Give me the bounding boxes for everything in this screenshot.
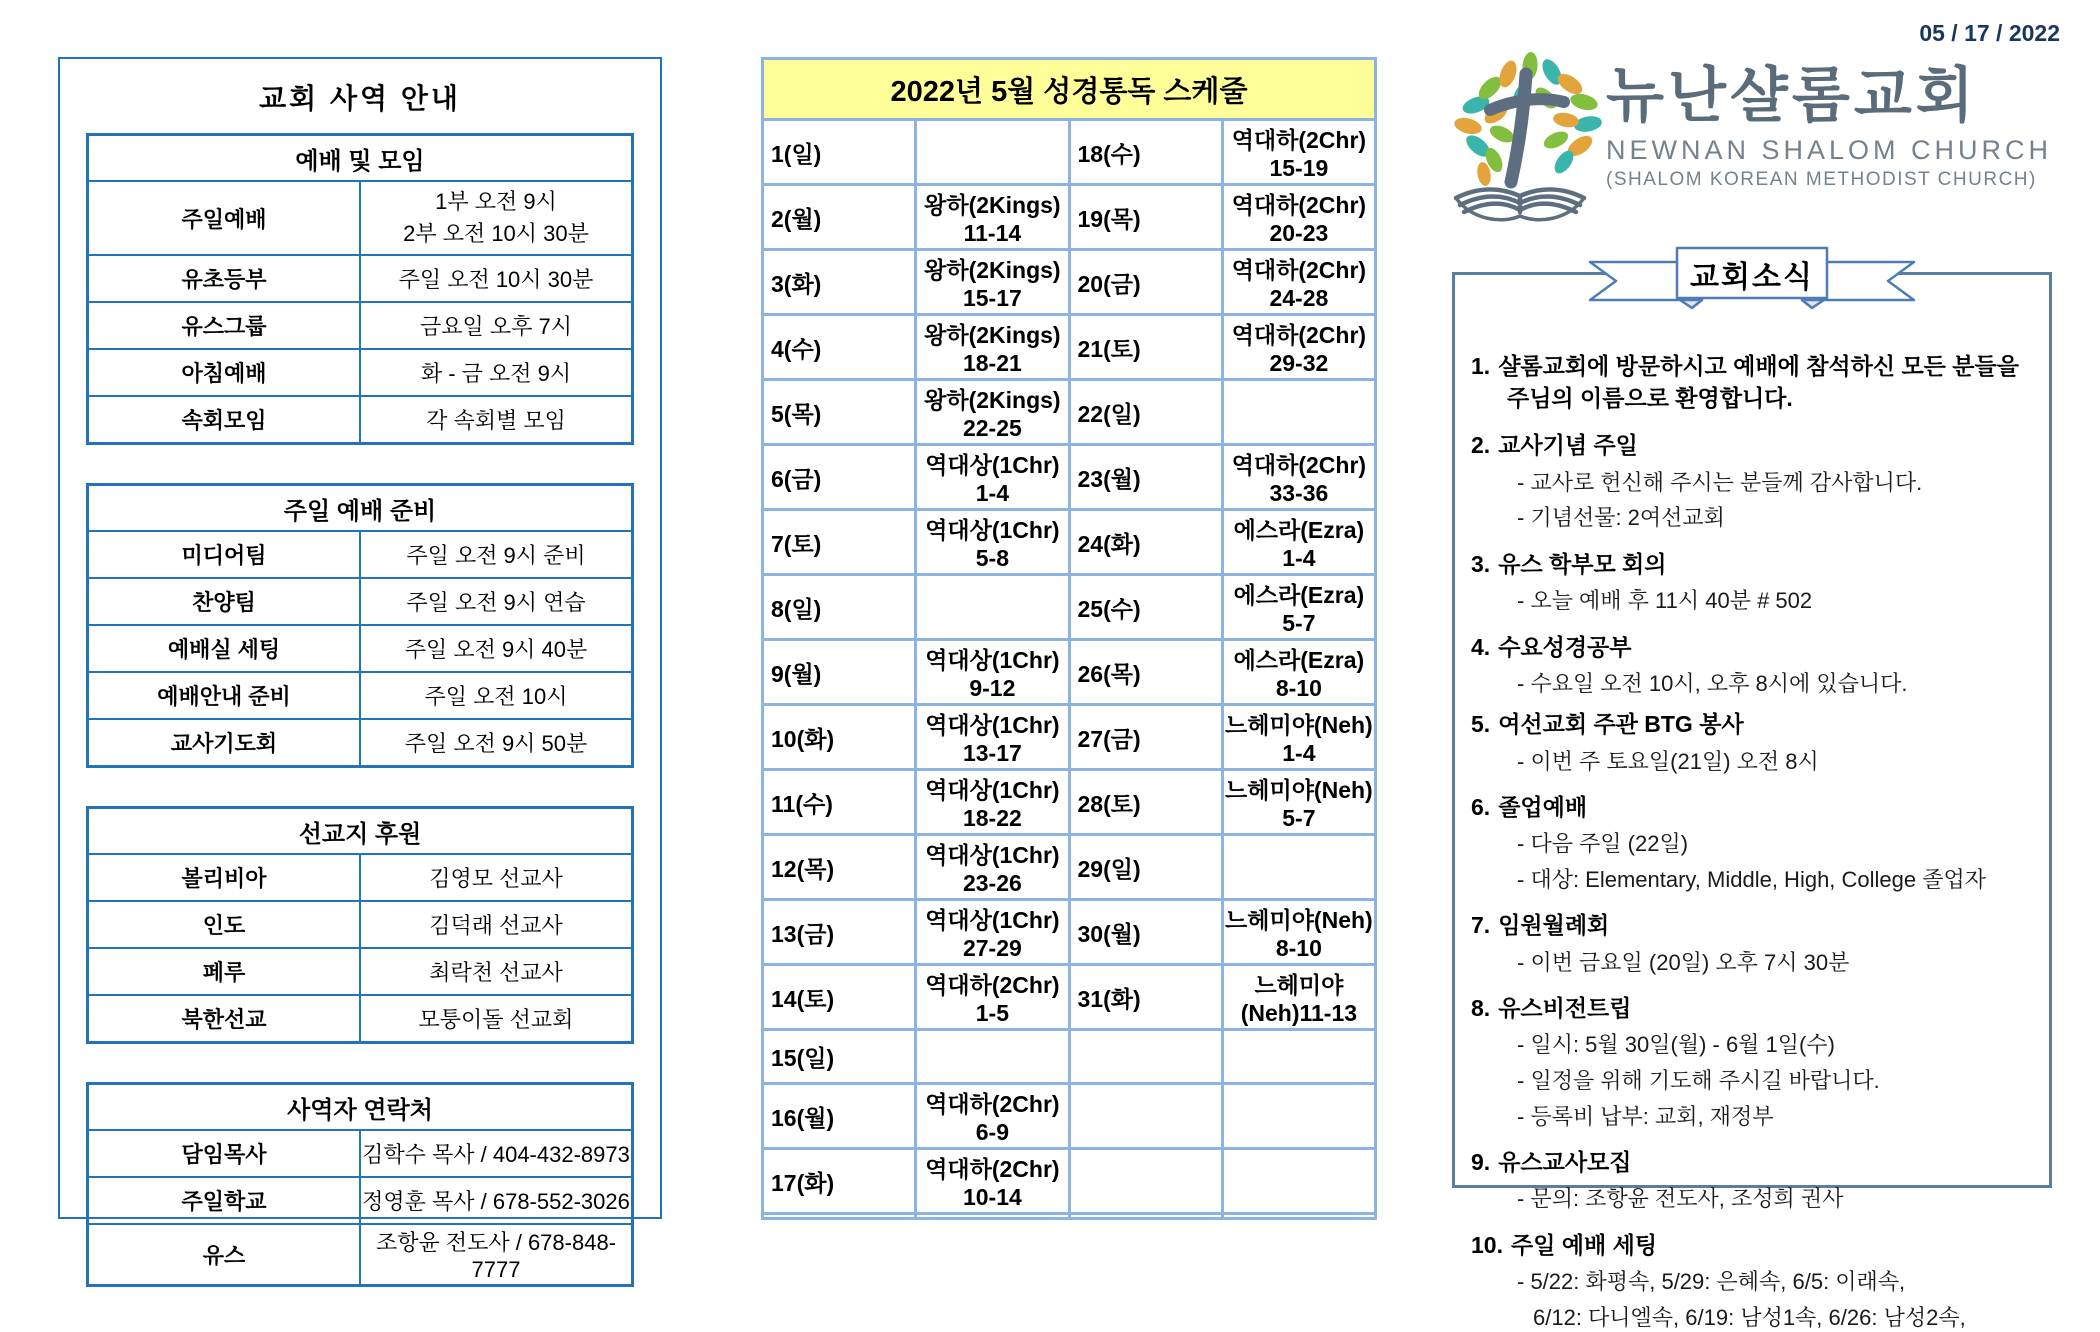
staff-contact-table <box>86 1082 634 1287</box>
bulletin-date: 05 / 17 / 2022 <box>1919 20 2060 46</box>
table-row <box>88 531 633 578</box>
calendar-row <box>763 575 1376 640</box>
news-item-number: 10. <box>1471 1232 1503 1258</box>
calendar-passage-cell: 느헤미야(Neh) 1-4 <box>1222 705 1375 770</box>
calendar-passage-cell: 역대상(1Chr) 18-22 <box>916 770 1069 835</box>
news-item-detail: - 이번 주 토요일(21일) 오전 8시 <box>1517 748 1819 774</box>
news-item-detail: 6/12: 다니엘속, 6/19: 남성1속, 6/26: 남성2속, <box>1533 1304 1966 1330</box>
calendar-passage-cell: 에스라(Ezra) 5-7 <box>1222 575 1375 640</box>
calendar-day-cell: 9(월) <box>763 640 916 705</box>
news-item-detail: - 대상: Elementary, Middle, High, College 졸업자 <box>1517 866 1987 892</box>
calendar-row <box>763 120 1376 185</box>
mission-support-table <box>86 806 634 1044</box>
row-label: 예배실 세팅 <box>88 625 361 672</box>
news-item-title: 유스 학부모 회의 <box>1498 550 1667 577</box>
calendar-passage-cell: 역대하(2Chr) 10-14 <box>916 1149 1069 1214</box>
table-header: 예배 및 모임 <box>88 135 633 182</box>
calendar-day-cell: 25(수) <box>1069 575 1222 640</box>
calendar-row <box>763 900 1376 965</box>
bible-reading-table <box>761 57 1377 1220</box>
row-value: 각 속회별 모임 <box>360 396 633 444</box>
news-item-title: 수요성경공부 <box>1498 633 1632 660</box>
news-item-title: 임원월례회 <box>1498 912 1610 939</box>
calendar-day-cell: 20(금) <box>1069 250 1222 315</box>
row-value: 최락천 선교사 <box>360 948 633 995</box>
news-item-detail: - 기념선물: 2여선교회 <box>1517 505 1725 531</box>
calendar-day-cell: 12(목) <box>763 835 916 900</box>
calendar-passage-cell: 왕하(2Kings) 22-25 <box>916 380 1069 445</box>
row-value-line: 2부 오전 10시 30분 <box>403 221 589 246</box>
calendar-day-cell <box>1069 1084 1222 1149</box>
news-item <box>1471 1146 2031 1178</box>
calendar-passage-cell <box>916 1030 1069 1084</box>
news-item-number: 3. <box>1471 550 1491 577</box>
calendar-day-cell: 7(토) <box>763 510 916 575</box>
calendar-passage-cell: 역대상(1Chr) 9-12 <box>916 640 1069 705</box>
calendar-passage-cell: 역대하(2Chr) 33-36 <box>1222 445 1375 510</box>
calendar-day-cell <box>763 1214 916 1219</box>
calendar-day-cell: 22(일) <box>1069 380 1222 445</box>
row-value: 금요일 오후 7시 <box>360 302 633 349</box>
calendar-day-cell: 23(월) <box>1069 445 1222 510</box>
row-label: 아침예배 <box>88 349 361 396</box>
table-row <box>88 1224 633 1286</box>
calendar-passage-cell: 왕하(2Kings) 18-21 <box>916 315 1069 380</box>
calendar-row <box>763 705 1376 770</box>
logo-open-book <box>1456 189 1584 219</box>
calendar-passage-cell <box>1222 1084 1375 1149</box>
table-row <box>88 578 633 625</box>
news-item-detail: - 수요일 오전 10시, 오후 8시에 있습니다. <box>1517 670 1908 696</box>
calendar-passage-cell: 느헤미야(Neh) 5-7 <box>1222 770 1375 835</box>
calendar-passage-cell: 역대상(1Chr) 13-17 <box>916 705 1069 770</box>
calendar-passage-cell: 에스라(Ezra) 1-4 <box>1222 510 1375 575</box>
row-label: 인도 <box>88 901 361 948</box>
calendar-day-cell: 28(토) <box>1069 770 1222 835</box>
calendar-day-cell <box>1069 1214 1222 1219</box>
calendar-day-cell: 19(목) <box>1069 185 1222 250</box>
news-item-number: 9. <box>1471 1149 1491 1176</box>
calendar-row <box>763 640 1376 705</box>
row-value: 주일 오전 9시 준비 <box>360 531 633 578</box>
news-item-number: 1. <box>1471 353 1491 379</box>
calendar-day-cell: 1(일) <box>763 120 916 185</box>
news-item-detail: - 다음 주일 (22일) <box>1517 831 1689 857</box>
calendar-day-cell: 5(목) <box>763 380 916 445</box>
news-item-title: 여선교회 주관 BTG 봉사 <box>1498 711 1744 738</box>
news-item-detail: - 교사로 헌신해 주시는 분들께 감사합니다. <box>1517 469 1923 495</box>
church-korean-name: 뉴난샬롬교회 <box>1606 62 1978 129</box>
table-row <box>88 948 633 995</box>
calendar-day-cell: 21(토) <box>1069 315 1222 380</box>
church-news-ribbon <box>1582 236 1922 312</box>
row-label: 속회모임 <box>88 396 361 444</box>
news-item <box>1471 1229 2031 1261</box>
news-item <box>1471 909 2031 941</box>
table-row <box>88 672 633 719</box>
calendar-passage-cell: 역대하(2Chr) 29-32 <box>1222 315 1375 380</box>
row-value: 김영모 선교사 <box>360 854 633 901</box>
news-item <box>1471 631 2031 663</box>
calendar-passage-cell: 역대하(2Chr) 15-19 <box>1222 120 1375 185</box>
news-item-detail: - 일시: 5월 30일(월) - 6월 1일(수) <box>1517 1032 1835 1058</box>
worship-meeting-table <box>86 133 634 445</box>
row-label: 예배안내 준비 <box>88 672 361 719</box>
row-value <box>360 181 633 255</box>
calendar-day-cell: 8(일) <box>763 575 916 640</box>
calendar-title-row <box>763 59 1376 120</box>
table-row <box>88 255 633 302</box>
table-row <box>88 181 633 255</box>
calendar-passage-cell <box>916 575 1069 640</box>
news-item <box>1471 429 2031 461</box>
church-english-name: NEWNAN SHALOM CHURCH <box>1606 135 2053 165</box>
row-label: 찬양팀 <box>88 578 361 625</box>
news-item <box>1471 708 2031 740</box>
row-label: 주일예배 <box>88 181 361 255</box>
church-logo-icon <box>1438 50 1606 232</box>
row-label: 교사기도회 <box>88 719 361 767</box>
calendar-passage-cell <box>916 1214 1069 1219</box>
calendar-day-cell: 24(화) <box>1069 510 1222 575</box>
row-label: 북한선교 <box>88 995 361 1043</box>
table-header-row <box>88 135 633 182</box>
calendar-row <box>763 185 1376 250</box>
row-value: 주일 오전 10시 <box>360 672 633 719</box>
calendar-day-cell: 14(토) <box>763 965 916 1030</box>
church-news-panel <box>1452 272 2052 1330</box>
calendar-passage-cell: 역대상(1Chr) 27-29 <box>916 900 1069 965</box>
calendar-row <box>763 315 1376 380</box>
calendar-row <box>763 770 1376 835</box>
calendar-passage-cell: 느헤미야(Neh)11-13 <box>1222 965 1375 1030</box>
row-value: 김학수 목사 / 404-432-8973 <box>360 1130 633 1177</box>
news-item <box>1471 350 2031 414</box>
calendar-passage-cell <box>916 120 1069 185</box>
calendar-day-cell: 2(월) <box>763 185 916 250</box>
row-label: 미디어팀 <box>88 531 361 578</box>
news-item <box>1471 791 2031 823</box>
calendar-day-cell: 27(금) <box>1069 705 1222 770</box>
news-item-detail: - 일정을 위해 기도해 주시길 바랍니다. <box>1517 1068 1880 1094</box>
calendar-passage-cell <box>1222 835 1375 900</box>
row-label: 볼리비아 <box>88 854 361 901</box>
calendar-row <box>763 510 1376 575</box>
table-row <box>88 302 633 349</box>
news-item-title: 유스교사모집 <box>1498 1149 1632 1176</box>
table-header: 사역자 연락처 <box>88 1084 633 1131</box>
row-label: 유초등부 <box>88 255 361 302</box>
row-label: 페루 <box>88 948 361 995</box>
calendar-row <box>763 1030 1376 1084</box>
calendar-passage-cell <box>1222 380 1375 445</box>
news-item-number: 8. <box>1471 995 1491 1022</box>
table-header-row <box>88 485 633 532</box>
row-label: 주일학교 <box>88 1177 361 1224</box>
calendar-passage-cell: 역대하(2Chr) 6-9 <box>916 1084 1069 1149</box>
row-value: 정영훈 목사 / 678-552-3026 <box>360 1177 633 1224</box>
calendar-passage-cell: 역대하(2Chr) 20-23 <box>1222 185 1375 250</box>
calendar-day-cell: 30(월) <box>1069 900 1222 965</box>
calendar-day-cell <box>1069 1030 1222 1084</box>
news-item-title: 샬롬교회에 방문하시고 예배에 참석하신 모든 분들을 주님의 이름으로 환영합니다. <box>1498 353 2019 412</box>
calendar-passage-cell: 왕하(2Kings) 15-17 <box>916 250 1069 315</box>
ministry-info-panel <box>58 57 662 1282</box>
calendar-passage-cell: 에스라(Ezra) 8-10 <box>1222 640 1375 705</box>
table-header: 선교지 후원 <box>88 808 633 855</box>
news-item <box>1471 992 2031 1024</box>
news-item <box>1471 548 2031 580</box>
news-item-number: 7. <box>1471 912 1491 939</box>
news-item-title: 주일 예배 세팅 <box>1510 1232 1658 1258</box>
calendar-day-cell: 4(수) <box>763 315 916 380</box>
row-value: 모퉁이돌 선교회 <box>360 995 633 1043</box>
calendar-passage-cell <box>1222 1149 1375 1214</box>
table-row <box>88 901 633 948</box>
calendar-day-cell <box>1069 1149 1222 1214</box>
row-label: 유스 <box>88 1224 361 1286</box>
calendar-row <box>763 835 1376 900</box>
row-value: 주일 오전 9시 50분 <box>360 719 633 767</box>
calendar-row <box>763 445 1376 510</box>
row-label: 유스그룹 <box>88 302 361 349</box>
calendar-empty-row <box>763 1214 1376 1219</box>
calendar-row <box>763 1084 1376 1149</box>
calendar-passage-cell: 역대상(1Chr) 5-8 <box>916 510 1069 575</box>
calendar-day-cell: 16(월) <box>763 1084 916 1149</box>
calendar-passage-cell <box>1222 1030 1375 1084</box>
calendar-day-cell: 13(금) <box>763 900 916 965</box>
church-subtitle: (SHALOM KOREAN METHODIST CHURCH) <box>1606 169 2037 190</box>
table-row <box>88 625 633 672</box>
table-row <box>88 396 633 444</box>
table-row <box>88 1177 633 1224</box>
row-value: 조항윤 전도사 / 678-848-7777 <box>360 1224 633 1286</box>
row-value: 주일 오전 9시 연습 <box>360 578 633 625</box>
news-item-detail: - 이번 금요일 (20일) 오후 7시 30분 <box>1517 949 1850 975</box>
news-item-title: 졸업예배 <box>1498 794 1588 821</box>
calendar-passage-cell: 역대하(2Chr) 1-5 <box>916 965 1069 1030</box>
ministry-panel-title: 교회 사역 안내 <box>259 83 461 114</box>
calendar-day-cell: 10(화) <box>763 705 916 770</box>
table-header: 주일 예배 준비 <box>88 485 633 532</box>
calendar-day-cell: 17(화) <box>763 1149 916 1214</box>
calendar-passage-cell: 역대상(1Chr) 1-4 <box>916 445 1069 510</box>
calendar-day-cell: 11(수) <box>763 770 916 835</box>
row-label: 담임목사 <box>88 1130 361 1177</box>
calendar-day-cell: 31(화) <box>1069 965 1222 1030</box>
calendar-row <box>763 1149 1376 1214</box>
calendar-day-cell: 18(수) <box>1069 120 1222 185</box>
calendar-day-cell: 3(화) <box>763 250 916 315</box>
news-item-detail: - 오늘 예배 후 11시 40분 # 502 <box>1517 587 1813 613</box>
calendar-passage-cell: 역대상(1Chr) 23-26 <box>916 835 1069 900</box>
row-value: 화 - 금 오전 9시 <box>360 349 633 396</box>
church-news-title: 교회소식 <box>1690 261 1814 294</box>
news-item-number: 6. <box>1471 794 1491 821</box>
table-row <box>88 1130 633 1177</box>
news-item-detail: - 5/22: 화평속, 5/29: 은혜속, 6/5: 이래속, <box>1517 1269 1906 1295</box>
table-row <box>88 995 633 1043</box>
calendar-title: 2022년 5월 성경통독 스케줄 <box>763 59 1376 120</box>
table-row <box>88 719 633 767</box>
calendar-passage-cell <box>1222 1214 1375 1219</box>
news-item-title: 교사기념 주일 <box>1498 432 1638 459</box>
calendar-passage-cell: 역대하(2Chr) 24-28 <box>1222 250 1375 315</box>
table-header-row <box>88 808 633 855</box>
calendar-row <box>763 965 1376 1030</box>
church-name-block <box>1606 64 2076 191</box>
news-item-number: 4. <box>1471 633 1491 660</box>
calendar-day-cell: 26(목) <box>1069 640 1222 705</box>
calendar-day-cell: 15(일) <box>763 1030 916 1084</box>
row-value: 주일 오전 10시 30분 <box>360 255 633 302</box>
news-item-detail: - 등록비 납부: 교회, 재정부 <box>1517 1103 1774 1129</box>
calendar-row <box>763 380 1376 445</box>
sunday-prep-table <box>86 483 634 768</box>
table-header-row <box>88 1084 633 1131</box>
calendar-day-cell: 29(일) <box>1069 835 1222 900</box>
row-value: 주일 오전 9시 40분 <box>360 625 633 672</box>
news-item-title: 유스비전트립 <box>1498 995 1632 1022</box>
calendar-day-cell: 6(금) <box>763 445 916 510</box>
calendar-passage-cell: 느헤미야(Neh) 8-10 <box>1222 900 1375 965</box>
calendar-passage-cell: 왕하(2Kings) 11-14 <box>916 185 1069 250</box>
calendar-row <box>763 250 1376 315</box>
row-value-line: 1부 오전 9시 <box>435 189 557 215</box>
news-item-detail: - 문의: 조항윤 전도사, 조성희 권사 <box>1517 1186 1844 1212</box>
news-item-number: 5. <box>1471 711 1491 738</box>
table-row <box>88 349 633 396</box>
table-row <box>88 854 633 901</box>
bible-reading-schedule-panel <box>761 57 1377 1217</box>
row-value: 김덕래 선교사 <box>360 901 633 948</box>
news-item-number: 2. <box>1471 432 1491 459</box>
